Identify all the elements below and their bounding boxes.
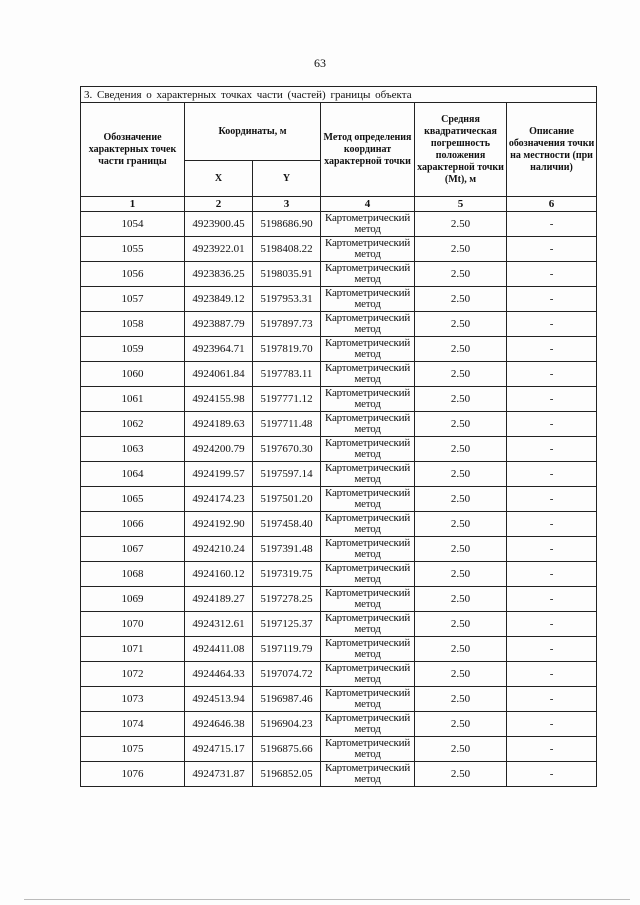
table-row — [81, 412, 597, 437]
coord-x-cell: 4924731.87 — [185, 762, 253, 787]
coord-y-cell: 5197597.14 — [253, 462, 321, 487]
table-body — [81, 212, 597, 787]
precision-cell: 2.50 — [415, 562, 507, 587]
table-row — [81, 462, 597, 487]
description-cell: - — [507, 737, 597, 762]
table-row — [81, 637, 597, 662]
header-precision: Средняя квадратическая погрешность положения характерной точки (Mt), м — [415, 103, 507, 197]
precision-cell: 2.50 — [415, 212, 507, 237]
table-row — [81, 287, 597, 312]
table-row — [81, 662, 597, 687]
method-cell: Картометрический метод — [321, 387, 415, 412]
table-row — [81, 337, 597, 362]
point-id-cell: 1055 — [81, 237, 185, 262]
coord-x-cell: 4924312.61 — [185, 612, 253, 637]
coord-y-cell: 5196987.46 — [253, 687, 321, 712]
coord-x-cell: 4924189.27 — [185, 587, 253, 612]
point-id-cell: 1070 — [81, 612, 185, 637]
coord-x-cell: 4924210.24 — [185, 537, 253, 562]
table-row — [81, 387, 597, 412]
precision-cell: 2.50 — [415, 312, 507, 337]
point-id-cell: 1075 — [81, 737, 185, 762]
coord-y-cell: 5197711.48 — [253, 412, 321, 437]
method-cell: Картометрический метод — [321, 612, 415, 637]
point-id-cell: 1063 — [81, 437, 185, 462]
point-id-cell: 1065 — [81, 487, 185, 512]
description-cell: - — [507, 687, 597, 712]
coord-x-cell: 4923900.45 — [185, 212, 253, 237]
coord-y-cell: 5196875.66 — [253, 737, 321, 762]
description-cell: - — [507, 287, 597, 312]
precision-cell: 2.50 — [415, 262, 507, 287]
method-cell: Картометрический метод — [321, 562, 415, 587]
coord-x-cell: 4923964.71 — [185, 337, 253, 362]
point-id-cell: 1059 — [81, 337, 185, 362]
table-row — [81, 612, 597, 637]
method-cell: Картометрический метод — [321, 687, 415, 712]
description-cell: - — [507, 587, 597, 612]
precision-cell: 2.50 — [415, 687, 507, 712]
description-cell: - — [507, 662, 597, 687]
header-y: Y — [253, 161, 321, 197]
description-cell: - — [507, 312, 597, 337]
column-number: 2 — [185, 197, 253, 212]
coord-y-cell: 5197125.37 — [253, 612, 321, 637]
point-id-cell: 1071 — [81, 637, 185, 662]
table-row — [81, 687, 597, 712]
table-row — [81, 312, 597, 337]
table-row — [81, 212, 597, 237]
precision-cell: 2.50 — [415, 587, 507, 612]
coord-y-cell: 5198408.22 — [253, 237, 321, 262]
precision-cell: 2.50 — [415, 637, 507, 662]
coord-y-cell: 5196852.05 — [253, 762, 321, 787]
method-cell: Картометрический метод — [321, 312, 415, 337]
coord-y-cell: 5197670.30 — [253, 437, 321, 462]
page-number: 63 — [314, 56, 326, 70]
point-id-cell: 1062 — [81, 412, 185, 437]
coord-y-cell: 5197783.11 — [253, 362, 321, 387]
coord-x-cell: 4923887.79 — [185, 312, 253, 337]
point-id-cell: 1072 — [81, 662, 185, 687]
coord-x-cell: 4924192.90 — [185, 512, 253, 537]
precision-cell: 2.50 — [415, 362, 507, 387]
precision-cell: 2.50 — [415, 237, 507, 262]
table-row — [81, 737, 597, 762]
coord-y-cell: 5197953.31 — [253, 287, 321, 312]
column-number: 5 — [415, 197, 507, 212]
coord-x-cell: 4924199.57 — [185, 462, 253, 487]
method-cell: Картометрический метод — [321, 762, 415, 787]
method-cell: Картометрический метод — [321, 537, 415, 562]
precision-cell: 2.50 — [415, 412, 507, 437]
method-cell: Картометрический метод — [321, 412, 415, 437]
precision-cell: 2.50 — [415, 762, 507, 787]
coord-y-cell: 5197074.72 — [253, 662, 321, 687]
point-id-cell: 1060 — [81, 362, 185, 387]
method-cell: Картометрический метод — [321, 462, 415, 487]
method-cell: Картометрический метод — [321, 737, 415, 762]
point-id-cell: 1073 — [81, 687, 185, 712]
coord-x-cell: 4924061.84 — [185, 362, 253, 387]
coord-x-cell: 4924174.23 — [185, 487, 253, 512]
coord-y-cell: 5197278.25 — [253, 587, 321, 612]
coord-x-cell: 4924715.17 — [185, 737, 253, 762]
point-id-cell: 1069 — [81, 587, 185, 612]
description-cell: - — [507, 762, 597, 787]
coord-y-cell: 5197501.20 — [253, 487, 321, 512]
table-row — [81, 237, 597, 262]
table-row — [81, 537, 597, 562]
point-id-cell: 1061 — [81, 387, 185, 412]
coord-y-cell: 5198686.90 — [253, 212, 321, 237]
table-row — [81, 262, 597, 287]
method-cell: Картометрический метод — [321, 337, 415, 362]
precision-cell: 2.50 — [415, 612, 507, 637]
coord-x-cell: 4923849.12 — [185, 287, 253, 312]
point-id-cell: 1054 — [81, 212, 185, 237]
point-id-cell: 1057 — [81, 287, 185, 312]
coord-y-cell: 5197458.40 — [253, 512, 321, 537]
precision-cell: 2.50 — [415, 462, 507, 487]
point-id-cell: 1076 — [81, 762, 185, 787]
description-cell: - — [507, 437, 597, 462]
coord-x-cell: 4924513.94 — [185, 687, 253, 712]
coord-x-cell: 4924646.38 — [185, 712, 253, 737]
header-method: Метод определения координат характерной точки — [321, 103, 415, 197]
description-cell: - — [507, 612, 597, 637]
description-cell: - — [507, 462, 597, 487]
method-cell: Картометрический метод — [321, 637, 415, 662]
coord-x-cell: 4923922.01 — [185, 237, 253, 262]
coord-y-cell: 5197391.48 — [253, 537, 321, 562]
method-cell: Картометрический метод — [321, 712, 415, 737]
precision-cell: 2.50 — [415, 512, 507, 537]
precision-cell: 2.50 — [415, 337, 507, 362]
coord-y-cell: 5197119.79 — [253, 637, 321, 662]
point-id-cell: 1074 — [81, 712, 185, 737]
characteristic-points-table — [80, 86, 597, 787]
coord-x-cell: 4924189.63 — [185, 412, 253, 437]
coord-y-cell: 5197819.70 — [253, 337, 321, 362]
precision-cell: 2.50 — [415, 387, 507, 412]
description-cell: - — [507, 512, 597, 537]
precision-cell: 2.50 — [415, 287, 507, 312]
method-cell: Картометрический метод — [321, 662, 415, 687]
method-cell: Картометрический метод — [321, 237, 415, 262]
description-cell: - — [507, 712, 597, 737]
description-cell: - — [507, 212, 597, 237]
coord-y-cell: 5196904.23 — [253, 712, 321, 737]
method-cell: Картометрический метод — [321, 437, 415, 462]
description-cell: - — [507, 237, 597, 262]
table-row — [81, 762, 597, 787]
header-description: Описание обозначения точки на местности (при наличии) — [507, 103, 597, 197]
table-row — [81, 362, 597, 387]
precision-cell: 2.50 — [415, 487, 507, 512]
precision-cell: 2.50 — [415, 737, 507, 762]
column-number: 6 — [507, 197, 597, 212]
method-cell: Картометрический метод — [321, 287, 415, 312]
method-cell: Картометрический метод — [321, 212, 415, 237]
header-designation: Обозначение характерных точек части границы — [81, 103, 185, 197]
method-cell: Картометрический метод — [321, 587, 415, 612]
description-cell: - — [507, 262, 597, 287]
column-number: 1 — [81, 197, 185, 212]
description-cell: - — [507, 412, 597, 437]
section-title: 3. Сведения о характерных точках части (частей) границы объекта — [81, 87, 597, 103]
method-cell: Картометрический метод — [321, 487, 415, 512]
point-id-cell: 1067 — [81, 537, 185, 562]
precision-cell: 2.50 — [415, 437, 507, 462]
method-cell: Картометрический метод — [321, 512, 415, 537]
point-id-cell: 1056 — [81, 262, 185, 287]
description-cell: - — [507, 387, 597, 412]
point-id-cell: 1058 — [81, 312, 185, 337]
description-cell: - — [507, 337, 597, 362]
method-cell: Картометрический метод — [321, 262, 415, 287]
coord-x-cell: 4924411.08 — [185, 637, 253, 662]
table-row — [81, 562, 597, 587]
description-cell: - — [507, 562, 597, 587]
point-id-cell: 1066 — [81, 512, 185, 537]
description-cell: - — [507, 537, 597, 562]
precision-cell: 2.50 — [415, 662, 507, 687]
column-number: 4 — [321, 197, 415, 212]
table-row — [81, 487, 597, 512]
precision-cell: 2.50 — [415, 537, 507, 562]
precision-cell: 2.50 — [415, 712, 507, 737]
coord-y-cell: 5197771.12 — [253, 387, 321, 412]
table-row — [81, 512, 597, 537]
description-cell: - — [507, 362, 597, 387]
point-id-cell: 1068 — [81, 562, 185, 587]
page-bottom-line — [24, 899, 630, 900]
point-id-cell: 1064 — [81, 462, 185, 487]
method-cell: Картометрический метод — [321, 362, 415, 387]
description-cell: - — [507, 637, 597, 662]
coord-x-cell: 4924464.33 — [185, 662, 253, 687]
header-coordinates: Координаты, м — [185, 103, 321, 161]
table-row — [81, 587, 597, 612]
coord-y-cell: 5198035.91 — [253, 262, 321, 287]
coord-y-cell: 5197897.73 — [253, 312, 321, 337]
coord-x-cell: 4923836.25 — [185, 262, 253, 287]
header-x: X — [185, 161, 253, 197]
table-row — [81, 712, 597, 737]
coord-x-cell: 4924200.79 — [185, 437, 253, 462]
description-cell: - — [507, 487, 597, 512]
table-row — [81, 437, 597, 462]
coord-x-cell: 4924160.12 — [185, 562, 253, 587]
coord-y-cell: 5197319.75 — [253, 562, 321, 587]
coord-x-cell: 4924155.98 — [185, 387, 253, 412]
column-number: 3 — [253, 197, 321, 212]
